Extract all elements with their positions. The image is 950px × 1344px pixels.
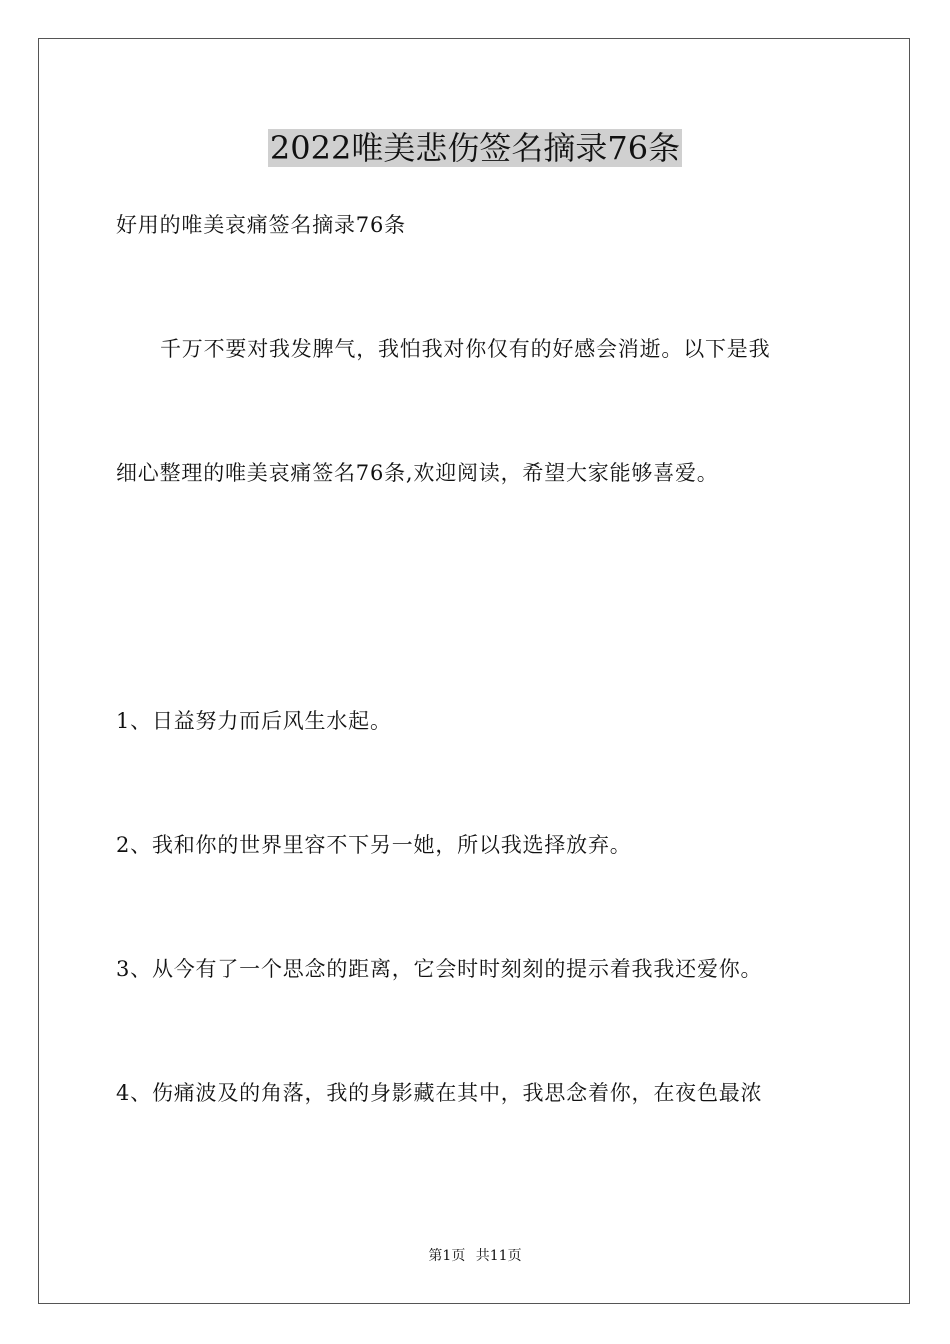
intro-paragraph-line-1: 千万不要对我发脾气，我怕我对你仅有的好感会消逝。以下是我 xyxy=(160,337,771,361)
list-item: 1、日益努力而后风生水起。 xyxy=(116,709,392,733)
list-item: 2、我和你的世界里容不下另一她，所以我选择放弃。 xyxy=(116,833,632,857)
document-title-text: 2022唯美悲伤签名摘录76条 xyxy=(269,129,681,167)
list-item: 4、伤痛波及的角落，我的身影藏在其中，我思念着你，在夜色最浓 xyxy=(116,1081,763,1105)
intro-paragraph-line-2: 细心整理的唯美哀痛签名76条,欢迎阅读，希望大家能够喜爱。 xyxy=(116,461,719,485)
list-item: 3、从今有了一个思念的距离，它会时时刻刻的提示着我我还爱你。 xyxy=(116,957,763,981)
document-subtitle: 好用的唯美哀痛签名摘录76条 xyxy=(116,213,406,237)
page-footer: 第1页 共11页 xyxy=(428,1248,522,1264)
document-title xyxy=(0,126,950,170)
